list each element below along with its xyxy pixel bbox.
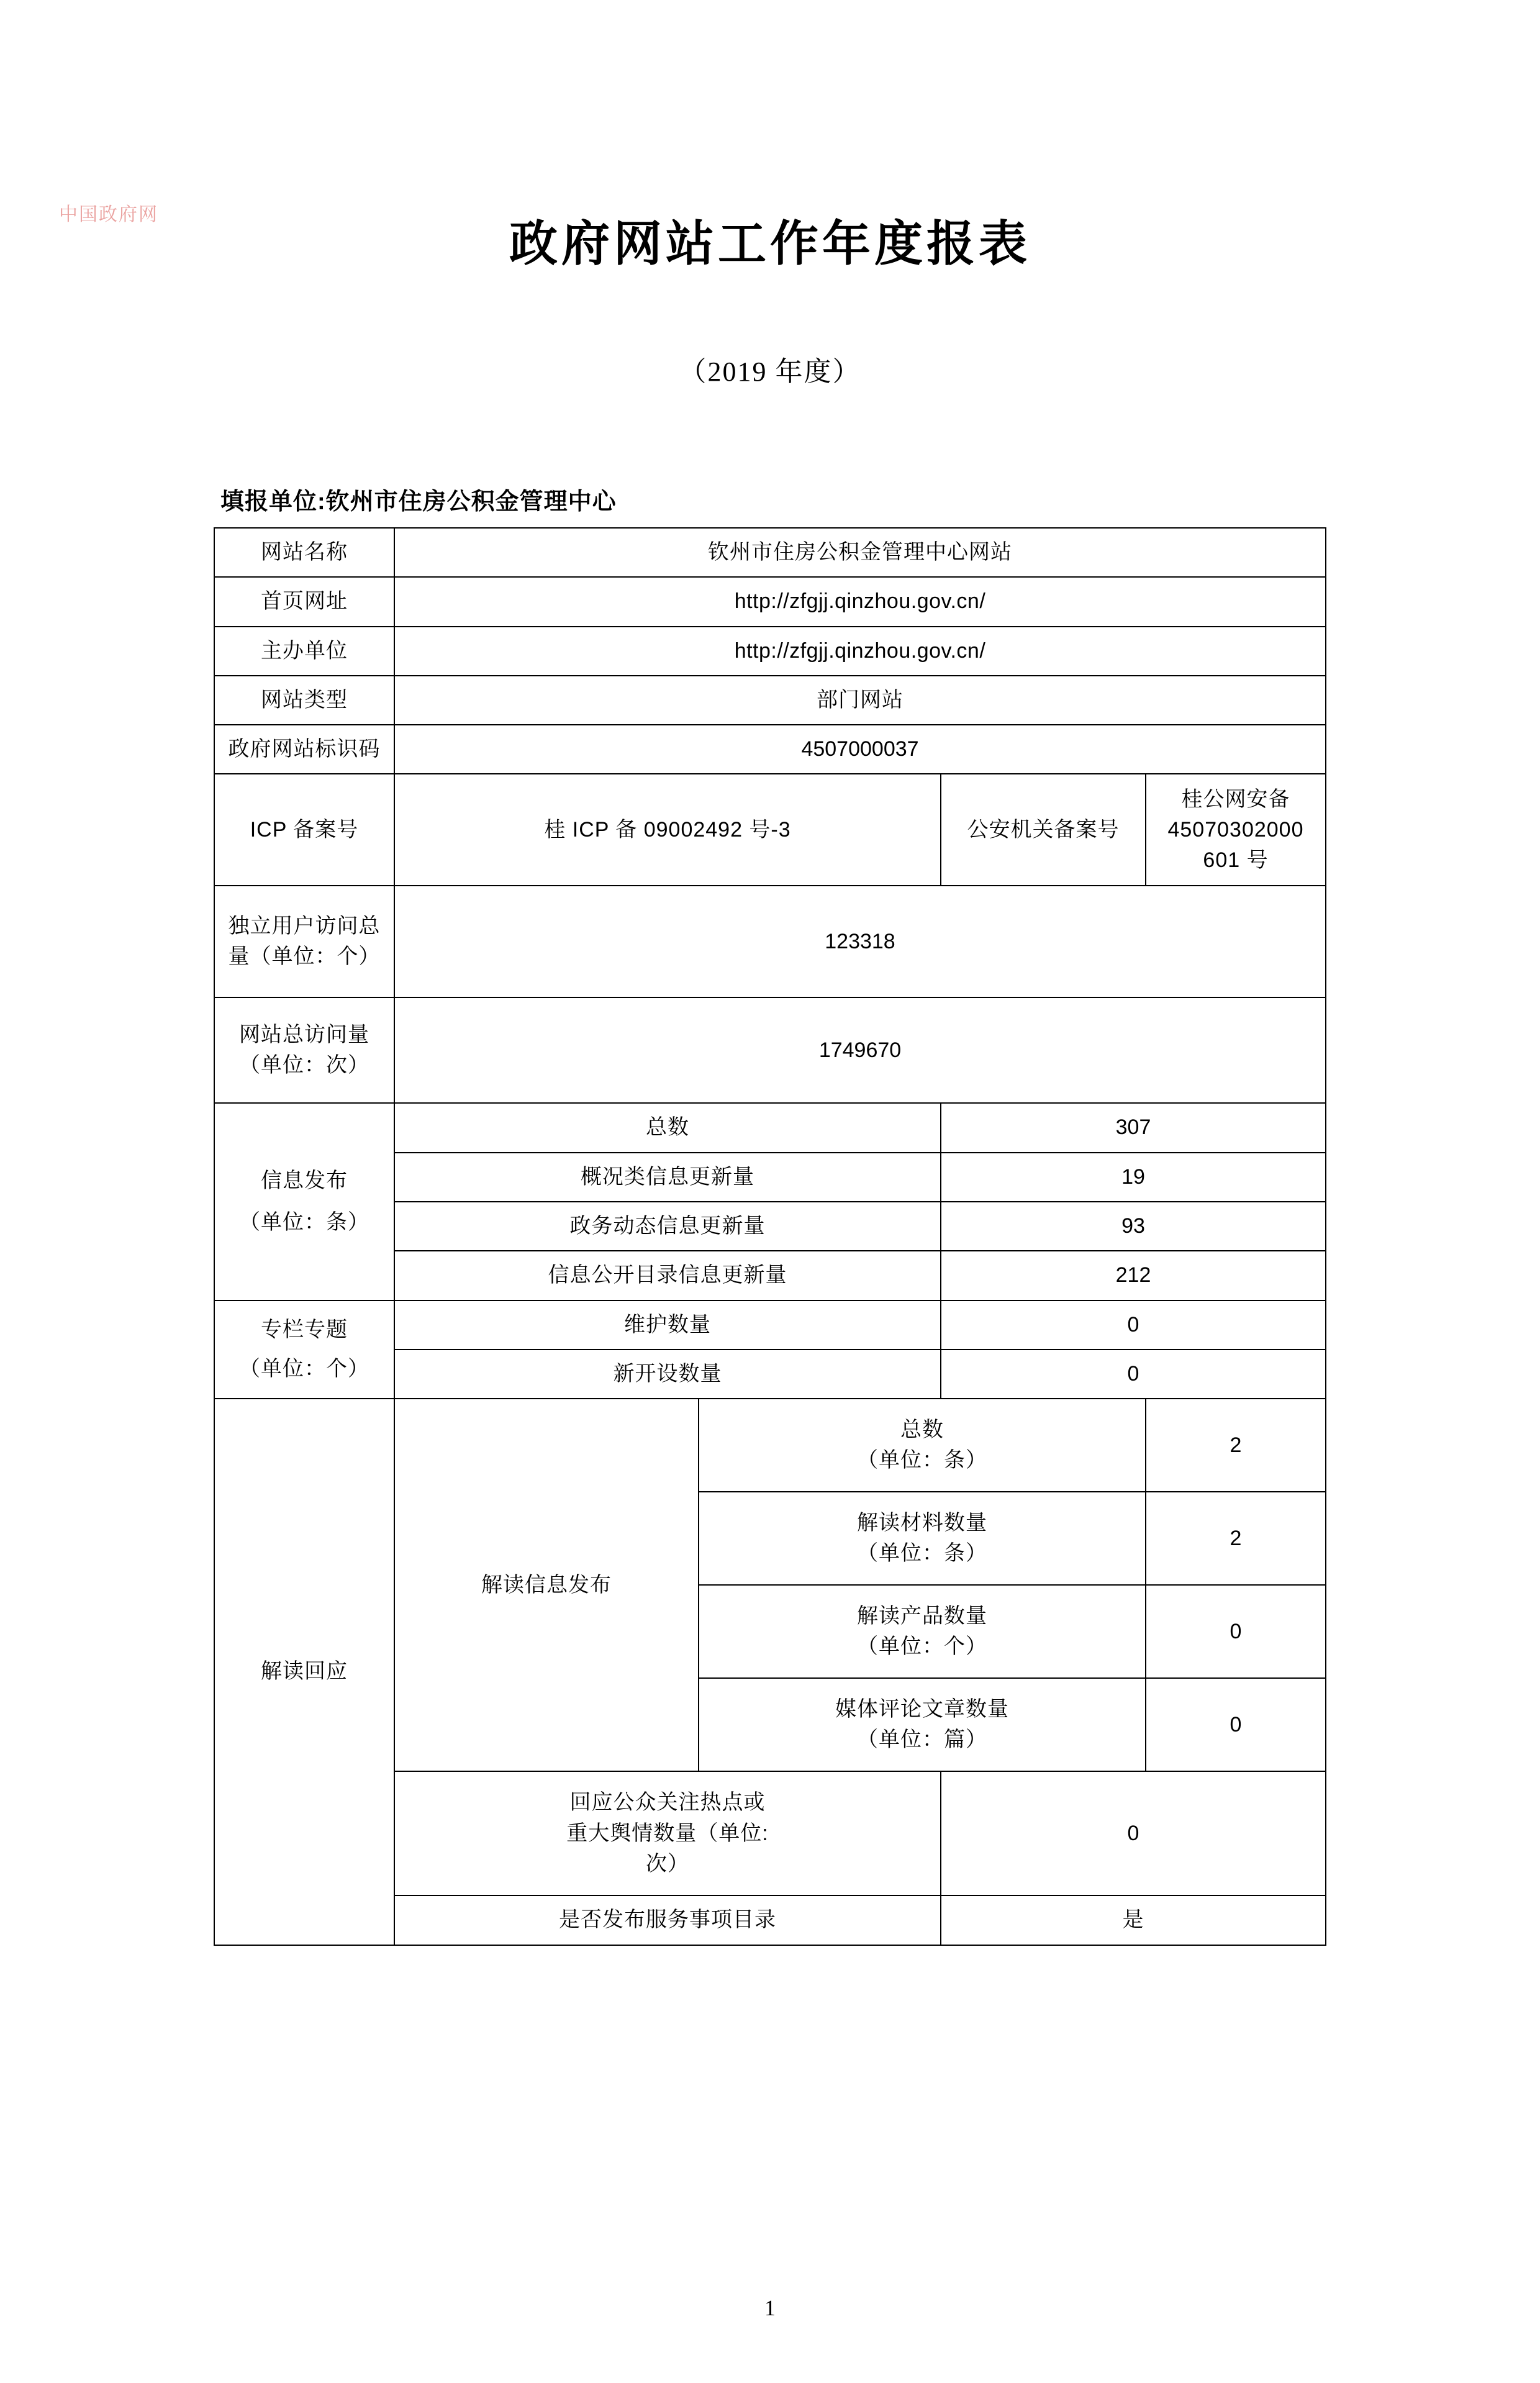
icp-label: ICP 备案号 (214, 774, 394, 886)
interpret-total-value: 2 (1146, 1399, 1326, 1492)
unique-visitors-label (214, 886, 394, 997)
unique-visitors-value: 123318 (394, 886, 1326, 997)
media-comment-label-line2: （单位：篇） (857, 1728, 987, 1752)
public-response-label-line1: 回应公众关注热点或 (569, 1791, 766, 1815)
table-row (214, 725, 1326, 774)
table-row (214, 627, 1326, 676)
table-row (214, 676, 1326, 725)
icp-value: 桂 ICP 备 09002492 号-3 (394, 774, 941, 886)
service-catalog-value: 是 (941, 1895, 1326, 1945)
interpret-product-value: 0 (1146, 1585, 1326, 1678)
public-response-label-line2: 重大舆情数量（单位: (566, 1821, 769, 1845)
column-topic-label-line1: 专栏专题 (261, 1317, 348, 1341)
column-maintain-value: 0 (941, 1300, 1326, 1350)
info-dynamic-value: 93 (941, 1202, 1326, 1251)
filler-unit-line: 填报单位:钦州市住房公积金管理中心 (220, 489, 617, 515)
total-visits-label-line1: 网站总访问量 (239, 1023, 369, 1047)
site-type-label: 网站类型 (214, 676, 394, 725)
police-record-value-line3: 601 号 (1203, 848, 1269, 873)
document-page (0, 205, 1540, 2383)
table-row (214, 1399, 1326, 1492)
police-record-label: 公安机关备案号 (941, 774, 1146, 886)
unique-visitors-label-line1: 独立用户访问总 (228, 914, 381, 938)
annual-report-table (214, 527, 1326, 1946)
total-visits-value: 1749670 (394, 997, 1326, 1103)
site-name-label: 网站名称 (214, 528, 394, 577)
police-record-value (1146, 774, 1326, 886)
site-type-value: 部门网站 (394, 676, 1326, 725)
site-code-value: 4507000037 (394, 725, 1326, 774)
interpret-material-label-line1: 解读材料数量 (857, 1510, 987, 1535)
column-topic-label (214, 1300, 394, 1399)
media-comment-label-line1: 媒体评论文章数量 (835, 1697, 1009, 1721)
sponsor-label: 主办单位 (214, 627, 394, 676)
info-overview-value: 19 (941, 1153, 1326, 1202)
column-new-label: 新开设数量 (394, 1350, 941, 1399)
total-visits-label (214, 997, 394, 1103)
column-maintain-label: 维护数量 (394, 1300, 941, 1350)
watermark-text: 中国政府网 (59, 204, 158, 225)
info-total-label: 总数 (394, 1103, 941, 1152)
police-record-value-line2: 45070302000 (1167, 817, 1304, 842)
sponsor-value: http://zfgjj.qinzhou.gov.cn/ (394, 627, 1326, 676)
table-row (214, 886, 1326, 997)
table-row (214, 577, 1326, 626)
homepage-label: 首页网址 (214, 577, 394, 626)
info-release-label-line2: （单位：条） (239, 1210, 369, 1235)
interpret-product-label-line1: 解读产品数量 (857, 1604, 987, 1628)
public-response-label-line3: 次） (646, 1851, 689, 1876)
column-topic-label-line2: （单位：个） (239, 1356, 369, 1381)
info-dynamic-label: 政务动态信息更新量 (394, 1202, 941, 1251)
interpret-total-label-line1: 总数 (900, 1417, 944, 1441)
info-catalog-label: 信息公开目录信息更新量 (394, 1251, 941, 1300)
info-release-label-line1: 信息发布 (261, 1168, 348, 1192)
interpret-material-label (699, 1492, 1146, 1585)
service-catalog-label: 是否发布服务事项目录 (394, 1895, 941, 1945)
table-row (214, 1300, 1326, 1350)
interpret-total-label-line2: （单位：条） (857, 1448, 987, 1473)
media-comment-value: 0 (1146, 1678, 1326, 1771)
media-comment-label (699, 1678, 1146, 1771)
police-record-value-line1: 桂公网安备 (1181, 787, 1290, 811)
table-row (214, 1103, 1326, 1152)
page-subtitle: （2019 年度） (679, 356, 861, 387)
page-number: 1 (764, 2295, 776, 2320)
interpret-response-label: 解读回应 (214, 1399, 394, 1945)
unique-visitors-label-line2: 量（单位：个） (228, 945, 381, 969)
public-response-value: 0 (941, 1771, 1326, 1895)
page-title: 政府网站工作年度报表 (509, 216, 1031, 271)
interpret-material-label-line2: （单位：条） (857, 1541, 987, 1566)
homepage-value: http://zfgjj.qinzhou.gov.cn/ (394, 577, 1326, 626)
info-release-label (214, 1103, 394, 1300)
site-code-label: 政府网站标识码 (214, 725, 394, 774)
interpret-total-label (699, 1399, 1146, 1492)
interpret-release-label: 解读信息发布 (394, 1399, 699, 1771)
interpret-material-value: 2 (1146, 1492, 1326, 1585)
interpret-product-label (699, 1585, 1146, 1678)
table-row (214, 528, 1326, 577)
total-visits-label-line2: （单位：次） (239, 1053, 369, 1078)
info-overview-label: 概况类信息更新量 (394, 1153, 941, 1202)
interpret-product-label-line2: （单位：个） (857, 1635, 987, 1659)
info-catalog-value: 212 (941, 1251, 1326, 1300)
site-name-value: 钦州市住房公积金管理中心网站 (394, 528, 1326, 577)
column-new-value: 0 (941, 1350, 1326, 1399)
table-row (214, 997, 1326, 1103)
table-row (214, 774, 1326, 886)
info-total-value: 307 (941, 1103, 1326, 1152)
public-response-label (394, 1771, 941, 1895)
